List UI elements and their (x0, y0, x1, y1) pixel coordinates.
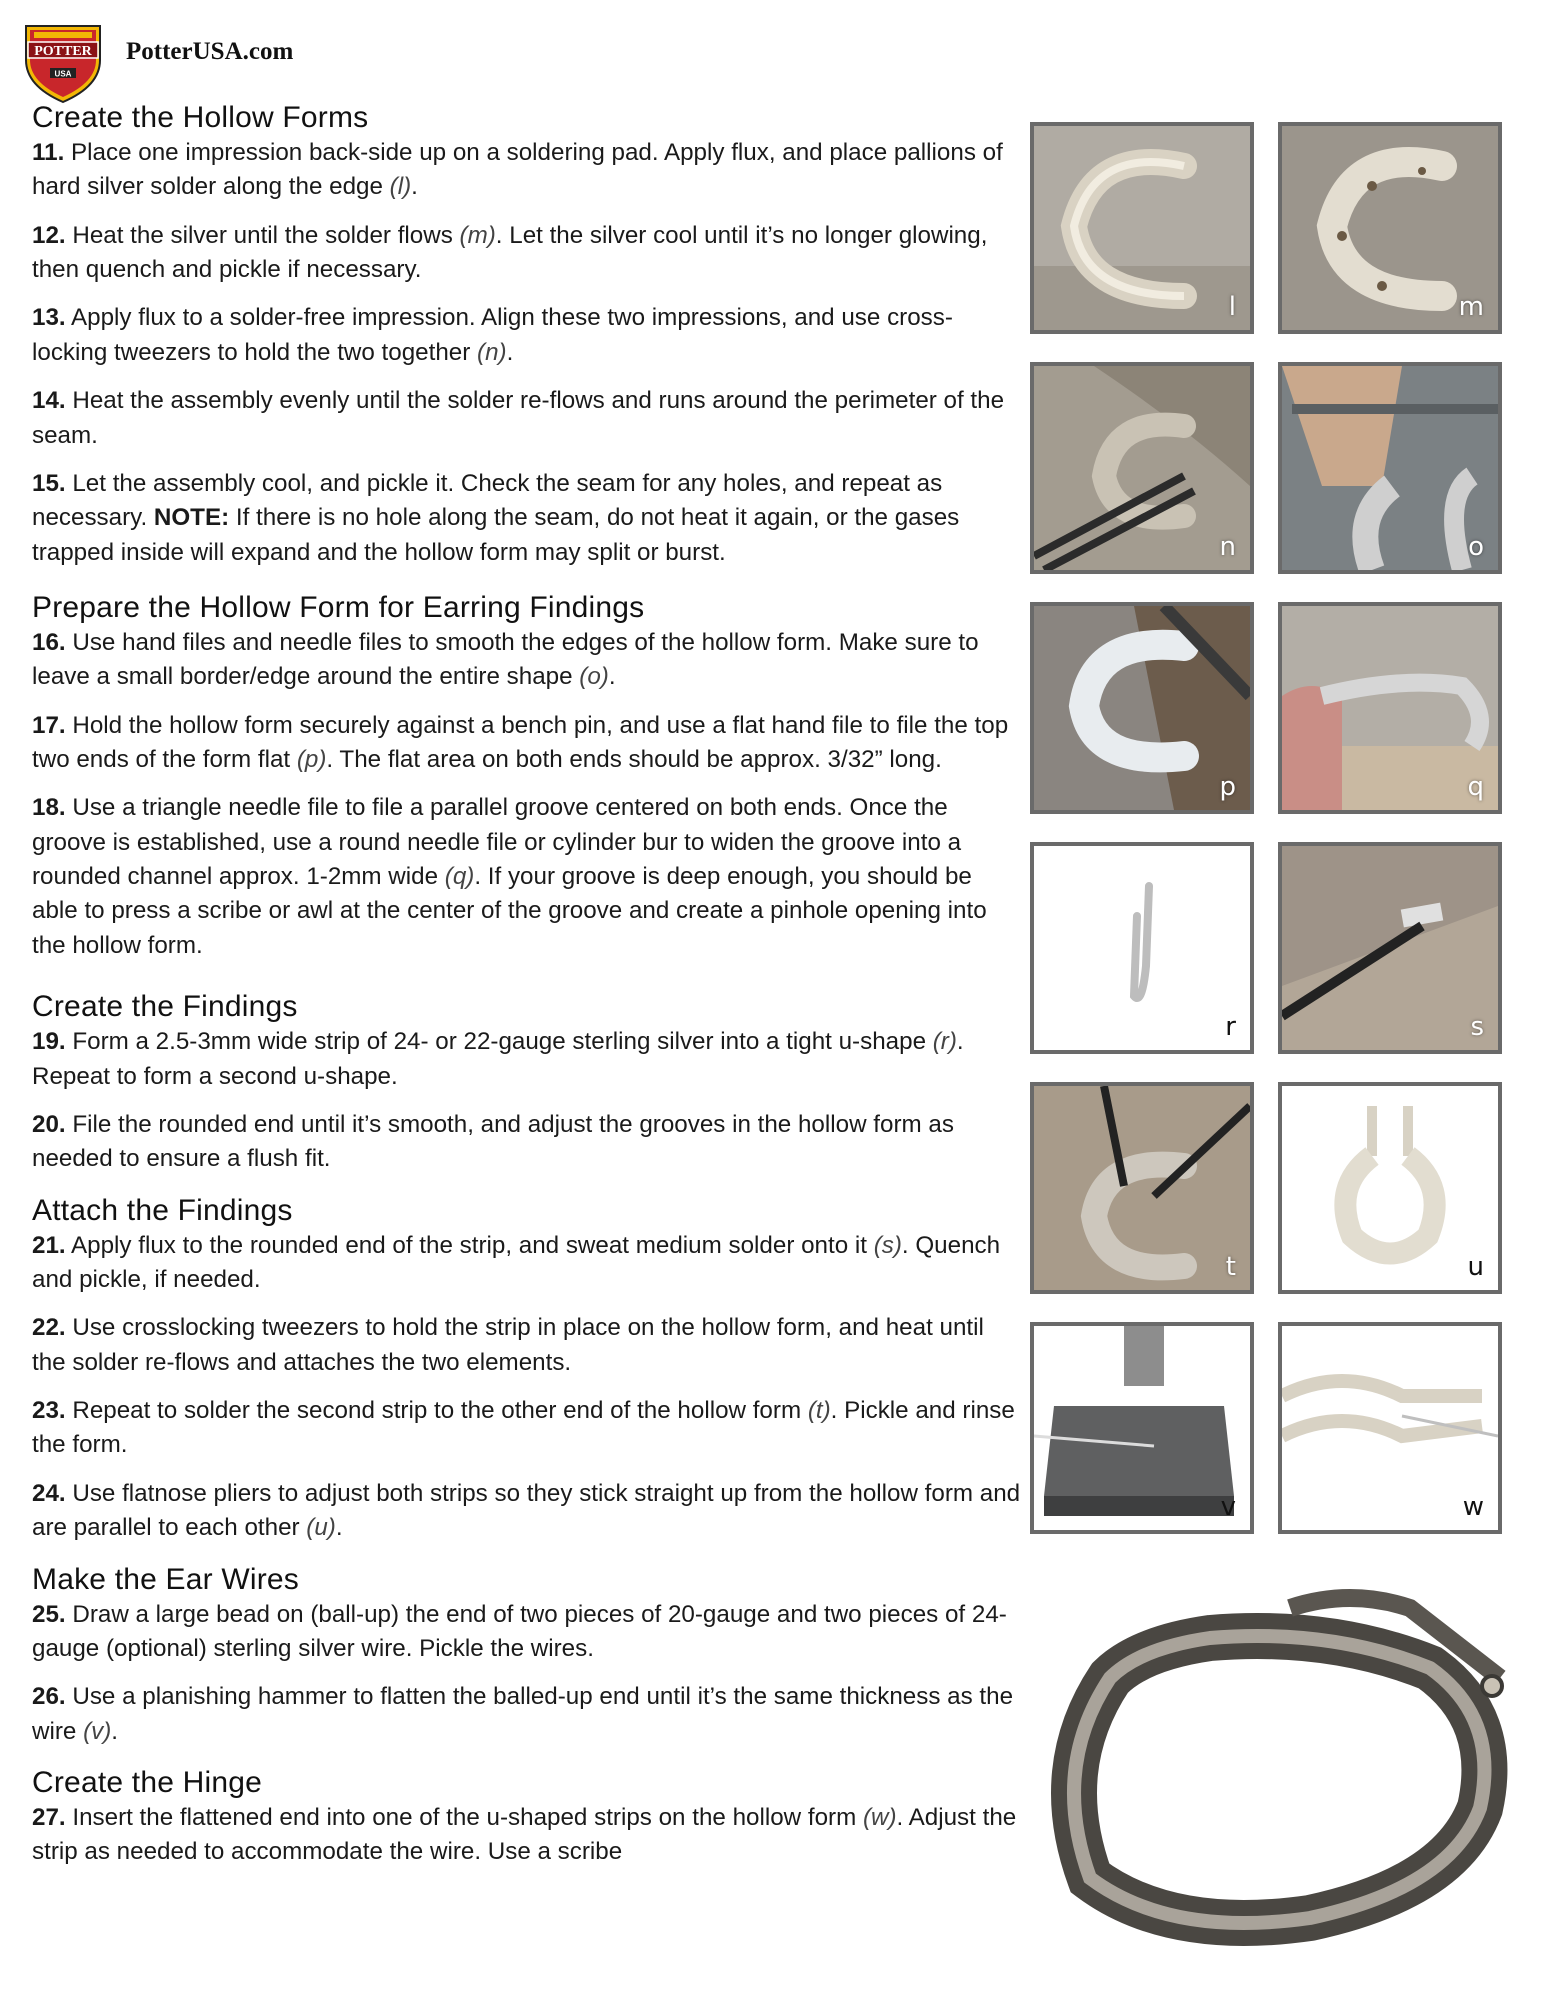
photo-s (1278, 842, 1502, 1054)
step-text: Use flatnose pliers to adjust both strips so they stick straight up from the hollow form and are parallel to each other (32, 1479, 1021, 1542)
svg-text:POTTER: POTTER (34, 44, 92, 59)
step-number: 23. (32, 1397, 66, 1425)
instruction-step (32, 467, 1022, 570)
figure-reference: (u) (306, 1514, 336, 1542)
photo-w (1278, 1322, 1502, 1534)
photo-label: v (1220, 1492, 1236, 1522)
step-number: 24. (32, 1479, 66, 1507)
needle-file-groove-image (1282, 606, 1498, 810)
section-title: Make the Ear Wires (32, 1562, 300, 1596)
instruction-step (32, 301, 1022, 370)
figure-reference: (n) (477, 338, 507, 366)
step-text: Repeat to solder the second strip to the other end of the hollow form (65, 1397, 808, 1425)
step-number: 22. (32, 1314, 66, 1342)
step-text: Let the assembly cool, and pickle it. Check the seam for any holes, and repeat as necessary. (32, 469, 943, 532)
figure-reference: (v) (83, 1717, 112, 1745)
instruction-step (32, 1108, 1022, 1177)
instruction-step (32, 1801, 1022, 1870)
section-title: Create the Hollow Forms (32, 101, 369, 134)
step-text: Use a triangle needle file to file a parallel groove centered on both ends. Once the groove is established, use a round needle file or cylinder bur to widen the groove into a rounded channel approx. 1-2mm wide (32, 794, 962, 891)
finished-earring-image (1030, 1588, 1520, 1948)
instruction-step (32, 1680, 1022, 1749)
section-title: Attach the Findings (32, 1193, 293, 1227)
photo-label: s (1470, 1012, 1484, 1042)
photo-label: o (1468, 532, 1484, 562)
photo-t (1030, 1082, 1254, 1294)
instruction-step (32, 1394, 1022, 1463)
sweat-solder-image (1282, 846, 1498, 1050)
step-text: . Quench and pickle, if needed. (32, 1231, 1001, 1293)
instruction-step (32, 1598, 1022, 1667)
step-text: Use a planishing hammer to flatten the balled-up end until it’s the same thickness as the wire (32, 1683, 1014, 1745)
step-text: Hold the hollow form securely against a bench pin, and use a flat hand file to file the top two ends of the form flat (32, 711, 1009, 774)
step-number: 21. (32, 1231, 66, 1259)
step-text: . (608, 663, 616, 691)
instruction-step (32, 791, 1022, 963)
step-number: 14. (32, 387, 66, 415)
figure-reference: (r) (932, 1028, 957, 1056)
step-number: 12. (32, 221, 66, 249)
step-number: 27. (32, 1803, 66, 1831)
instructions-column (32, 100, 1022, 1884)
step-number: 16. (32, 628, 66, 656)
solder-second-strip-image (1034, 1086, 1250, 1290)
step-text: . (111, 1717, 119, 1745)
figure-reference: (l) (389, 173, 412, 201)
step-text: . (411, 173, 418, 201)
step-number: 20. (32, 1110, 66, 1138)
figure-reference: (q) (444, 863, 475, 891)
step-number: 18. (32, 794, 66, 822)
step-text: . Adjust the strip as needed to accommodate the wire. Use a scribe (32, 1803, 1017, 1866)
step-number: 13. (32, 304, 66, 332)
step-text: Use hand files and needle files to smooth the edges of the hollow form. Make sure to leave a small border/edge around the entire shape (32, 628, 979, 691)
photo-label: m (1458, 292, 1484, 322)
step-text: Form a 2.5-3mm wide strip of 24- or 22-gauge sterling silver into a tight u-shape (65, 1028, 933, 1056)
photo-p (1030, 602, 1254, 814)
step-text: . Repeat to form a second u-shape. (32, 1028, 964, 1090)
figure-reference: (m) (459, 221, 496, 249)
figure-reference: (s) (873, 1231, 902, 1259)
instruction-step (32, 219, 1022, 288)
potter-usa-logo (20, 20, 106, 104)
step-text: File the rounded end until it’s smooth, and adjust the grooves in the hollow form as needed to ensure a flush fit. (32, 1110, 954, 1173)
step-text: Use crosslocking tweezers to hold the strip in place on the hollow form, and heat until the solder re-flows and attaches the two elements. (32, 1314, 984, 1376)
sections-container (32, 100, 1022, 1870)
step-text: Apply flux to a solder-free impression. Align these two impressions, and use cross-locking tweezers to hold the two together (32, 304, 953, 366)
photo-label: q (1467, 772, 1484, 802)
step-text: Place one impression back-side up on a soldering pad. Apply flux, and place pallions of hard silver solder along the edge (32, 139, 1003, 201)
section-title: Prepare the Hollow Form for Earring Findings (32, 590, 645, 624)
photo-label: u (1467, 1252, 1484, 1282)
step-text: Draw a large bead on (ball-up) the end of two pieces of 20-gauge and two pieces of 24-gauge (optional) sterling silver wire. Pickle the wires. (32, 1600, 1007, 1662)
photo-label: n (1219, 532, 1236, 562)
photo-n (1030, 362, 1254, 574)
photo-label: l (1228, 292, 1236, 322)
step-number: 26. (32, 1683, 66, 1711)
instruction-step (32, 384, 1022, 453)
photo-label: w (1462, 1492, 1484, 1522)
figure-reference: (p) (296, 746, 327, 774)
photo-v (1030, 1322, 1254, 1534)
step-text: Heat the silver until the solder flows (65, 221, 460, 249)
step-text: Apply flux to the rounded end of the strip, and sweat medium solder onto it (65, 1231, 874, 1259)
step-note: NOTE: (153, 504, 230, 532)
instruction-step (32, 709, 1022, 778)
site-name[interactable]: PotterUSA.com (126, 38, 294, 65)
instruction-step (32, 1229, 1022, 1298)
photo-label: r (1225, 1012, 1236, 1042)
step-number: 15. (32, 469, 66, 497)
step-text: . (506, 338, 514, 366)
step-text: Insert the flattened end into one of the u-shaped strips on the hollow form (65, 1803, 863, 1831)
svg-text:USA: USA (54, 69, 72, 79)
figure-reference: (o) (579, 663, 609, 691)
photo-q (1278, 602, 1502, 814)
step-number: 19. (32, 1028, 66, 1056)
photo-label: t (1225, 1252, 1236, 1282)
step-text: . Pickle and rinse the form. (32, 1397, 1015, 1459)
parallel-strips-image (1282, 1086, 1498, 1290)
photo-label: p (1219, 772, 1236, 802)
hollow-form-solder-pallions-image (1034, 126, 1250, 330)
cross-locking-tweezers-image (1034, 366, 1250, 570)
step-number: 17. (32, 711, 66, 739)
instruction-step (32, 1311, 1022, 1380)
instruction-step (32, 626, 1022, 695)
section-title: Create the Findings (32, 990, 298, 1024)
section-title: Create the Hinge (32, 1765, 263, 1799)
photo-l (1030, 122, 1254, 334)
instruction-step (32, 1477, 1022, 1546)
instruction-step (32, 136, 1022, 205)
step-text: . Let the silver cool until it’s no longer glowing, then quench and pickle if necessary. (32, 221, 988, 284)
figure-reference: (w) (862, 1803, 897, 1831)
u-shaped-strip-image (1034, 846, 1250, 1050)
page-header (20, 20, 293, 104)
step-text: . (335, 1514, 343, 1542)
step-text: Heat the assembly evenly until the solder re-flows and runs around the perimeter of the seam. (32, 387, 1005, 449)
bench-pin-filing-image (1034, 606, 1250, 810)
figure-reference: (t) (807, 1397, 831, 1425)
step-text: . If your groove is deep enough, you should be able to press a scribe or awl at the center of the groove and create a pinhole opening into the hollow form. (32, 863, 987, 959)
photo-r (1030, 842, 1254, 1054)
instruction-step (32, 1025, 1022, 1094)
photo-o (1278, 362, 1502, 574)
planishing-hammer-image (1034, 1326, 1250, 1530)
photo-u (1278, 1082, 1502, 1294)
step-number: 11. (32, 139, 65, 166)
step-text: . The flat area on both ends should be approx. 3/32” long. (326, 746, 942, 774)
hand-file-image (1282, 366, 1498, 570)
photo-m (1278, 122, 1502, 334)
step-number: 25. (32, 1600, 66, 1628)
step-text: If there is no hole along the seam, do not heat it again, or the gases trapped inside will expand and the hollow form may split or burst. (32, 504, 960, 566)
